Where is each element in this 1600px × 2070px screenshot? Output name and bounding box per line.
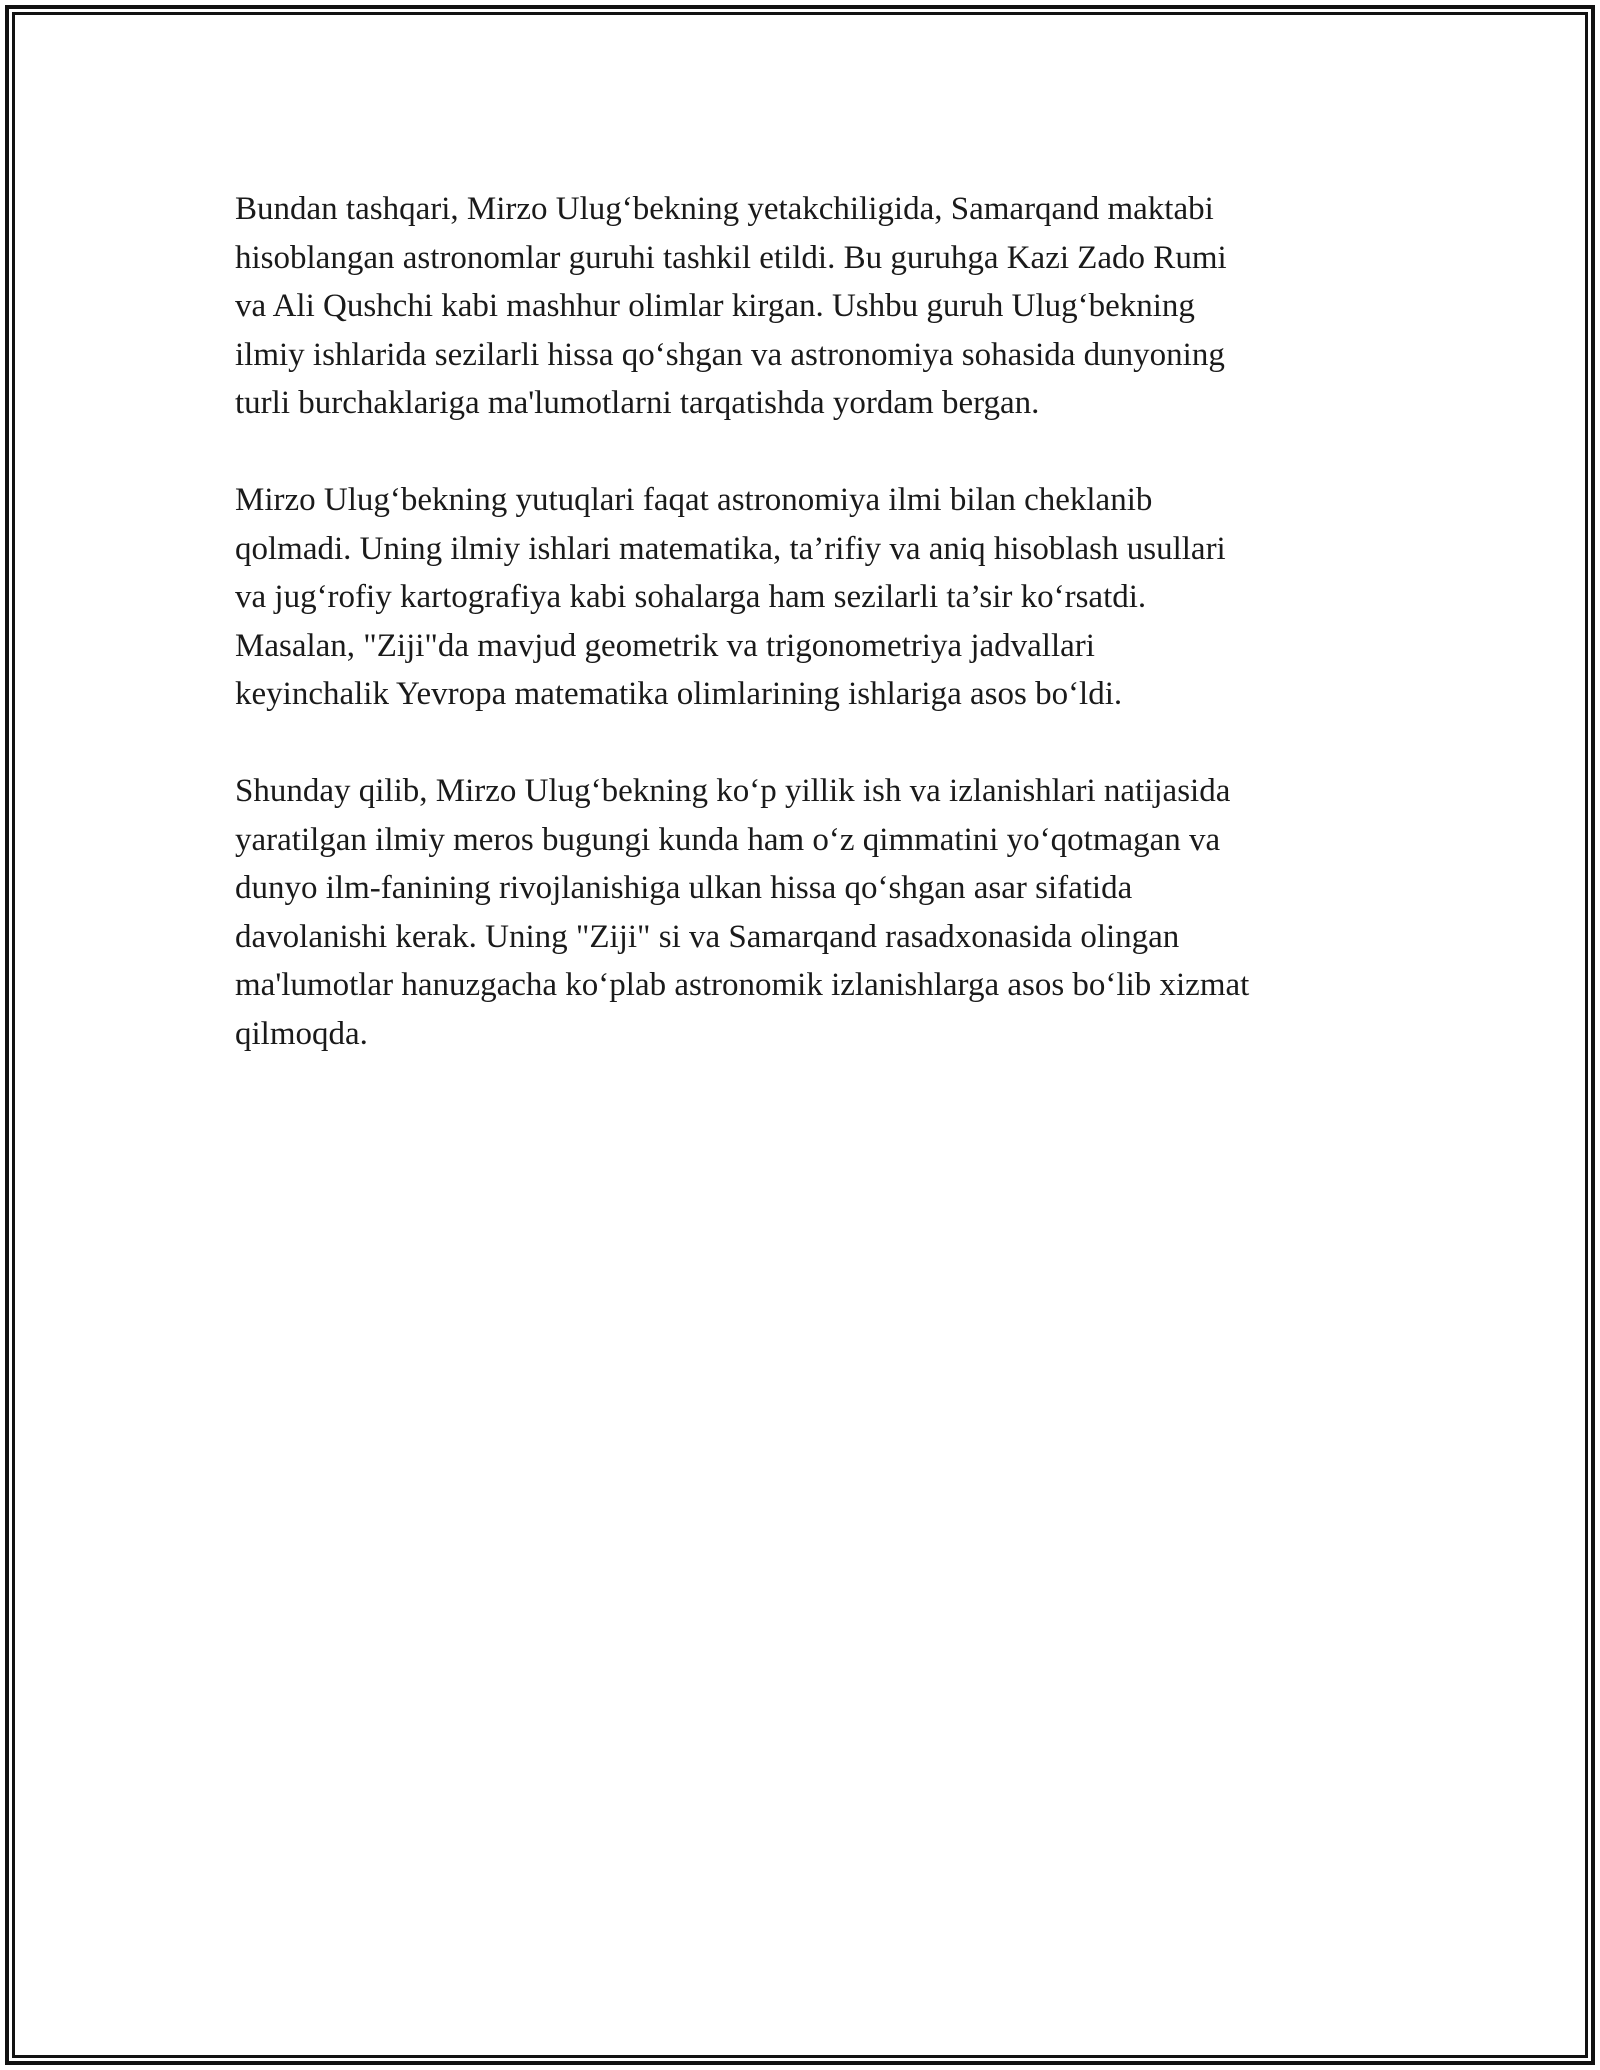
text-line: ma'lumotlar hanuzgacha ko‘plab astronomik izlanishlarga asos bo‘lib xizmat [235, 967, 1250, 1003]
text-line: Mirzo Ulug‘bekning yutuqlari faqat astronomiya ilmi bilan cheklanib [235, 482, 1153, 518]
paragraph-3 [235, 767, 1365, 1058]
text-line: dunyo ilm-fanining rivojlanishiga ulkan hissa qo‘shgan asar sifatida [235, 870, 1133, 906]
text-line: turli burchaklariga ma'lumotlarni tarqatishda yordam bergan. [235, 385, 1040, 421]
text-line: va jug‘rofiy kartografiya kabi sohalarga ham sezilarli ta’sir ko‘rsatdi. [235, 579, 1147, 615]
text-line: yaratilgan ilmiy meros bugungi kunda ham o‘z qimmatini yo‘qotmagan va [235, 821, 1221, 858]
text-line: va Ali Qushchi kabi mashhur olimlar kirgan. Ushbu guruh Ulug‘bekning [235, 288, 1195, 324]
text-line: Masalan, "Ziji"da mavjud geometrik va trigonometriya jadvallari [235, 627, 1095, 664]
text-line: qolmadi. Uning ilmiy ishlari matematika, ta’rifiy va aniq hisoblash usullari [235, 530, 1226, 567]
text-line: keyinchalik Yevropa matematika olimlarining ishlariga asos bo‘ldi. [235, 676, 1123, 712]
text-line: ilmiy ishlarida sezilarli hissa qo‘shgan va astronomiya sohasida dunyoning [235, 336, 1225, 373]
text-line: Bundan tashqari, Mirzo Ulug‘bekning yetakchiligida, Samarqand maktabi [235, 191, 1214, 227]
text-line: qilmoqda. [235, 1015, 368, 1052]
document-body [235, 185, 1365, 1107]
text-line: Shunday qilib, Mirzo Ulug‘bekning ko‘p yillik ish va izlanishlari natijasida [235, 773, 1231, 809]
paragraph-1 [235, 185, 1365, 428]
text-line: davolanishi kerak. Uning "Ziji" si va Samarqand rasadxonasida olingan [235, 918, 1180, 955]
paragraph-2 [235, 476, 1365, 719]
text-line: hisoblangan astronomlar guruhi tashkil etildi. Bu guruhga Kazi Zado Rumi [235, 239, 1227, 276]
